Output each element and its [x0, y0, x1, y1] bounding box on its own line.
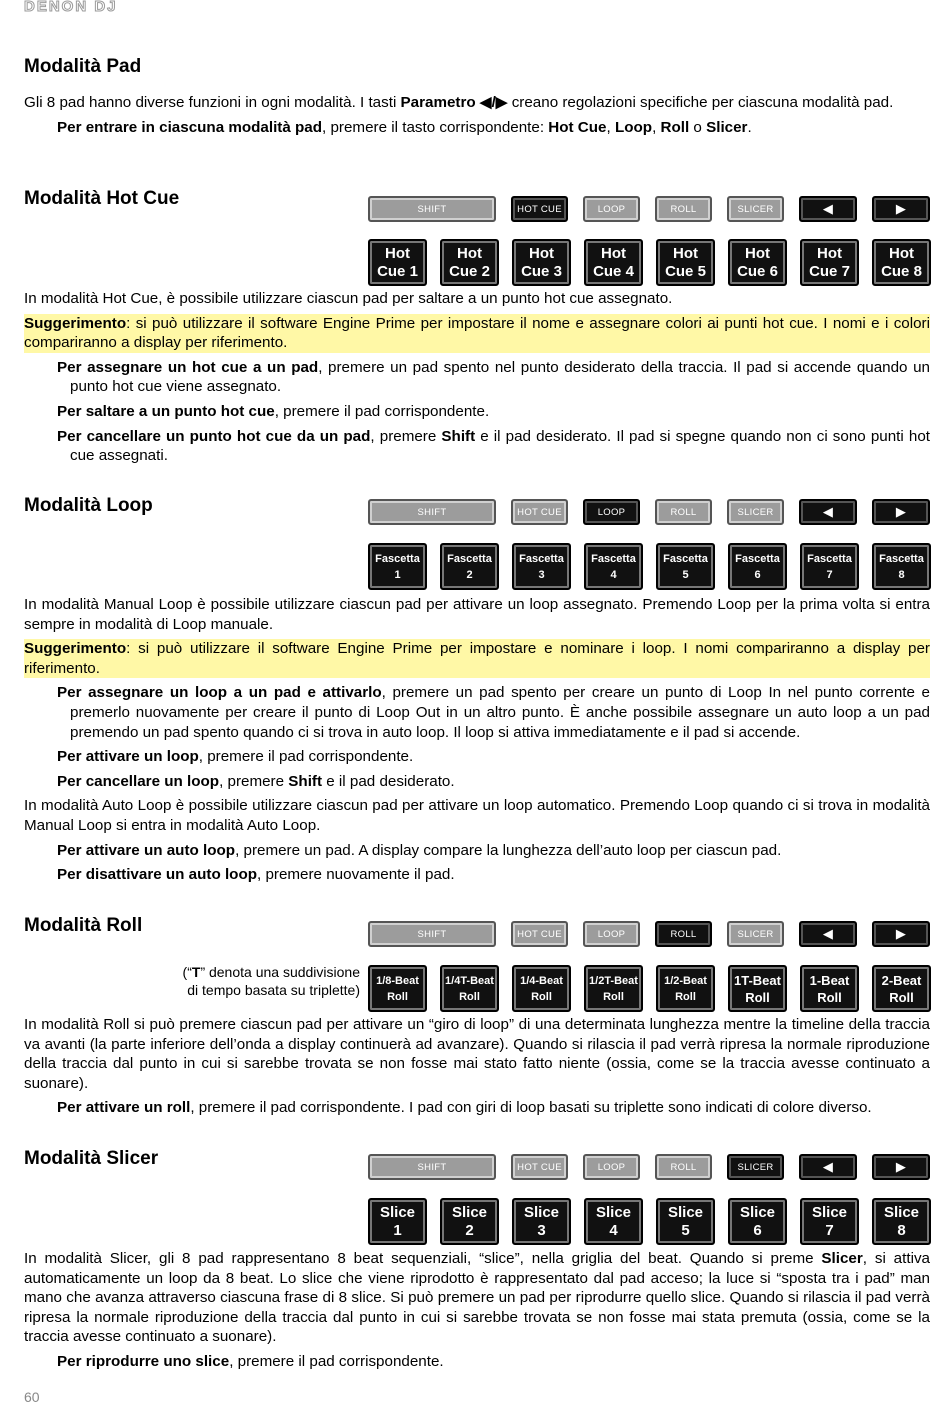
pad-label: Cue 5: [665, 262, 706, 280]
text-bold: Roll: [660, 118, 690, 136]
hotcue-body: [24, 289, 930, 466]
loop-instruction-delete: [24, 772, 930, 792]
text-bold: Shift: [441, 427, 476, 445]
roll-button: [655, 196, 712, 222]
hotcue-instruction-delete: [24, 427, 930, 466]
text-bold: Per cancellare un punto hot cue da un pad: [57, 427, 371, 445]
pad-2: [440, 543, 499, 590]
brand-logo: DENON DJ: [24, 0, 118, 15]
pad-label: Fascetta: [519, 552, 564, 565]
label: HOT CUE: [517, 928, 562, 940]
param-left-button: [799, 196, 857, 222]
pad-label: 8: [897, 1221, 906, 1239]
loop-button: [583, 1154, 640, 1180]
pad-label: 7: [825, 1221, 834, 1239]
shift-button: [368, 499, 496, 525]
button-row-hotcue: [368, 196, 930, 222]
label: ROLL: [670, 203, 697, 215]
pad-label: Hot: [889, 244, 914, 262]
shift-button: [368, 1154, 496, 1180]
pad-2: [440, 965, 499, 1012]
pad-6: [728, 239, 787, 286]
label: HOT CUE: [517, 506, 562, 518]
pad-label: Cue 3: [521, 262, 562, 280]
pad-label: Cue 8: [881, 262, 922, 280]
pad-label: 3: [537, 1221, 546, 1239]
pad-label: 1T-Beat: [734, 972, 781, 988]
label: LOOP: [597, 1161, 626, 1173]
pad-label: Hot: [673, 244, 698, 262]
pad-5: [656, 239, 715, 286]
slicer-instruction-play: [24, 1352, 930, 1372]
pad-label: Cue 1: [377, 262, 418, 280]
hotcue-tip: [24, 314, 930, 353]
pad-label: Roll: [603, 990, 624, 1003]
shift-button: [368, 921, 496, 947]
text: ,: [652, 118, 661, 136]
text: o: [689, 118, 707, 136]
pad-label: 5: [682, 568, 689, 581]
label: SLICER: [737, 506, 774, 518]
roll-button: [655, 921, 712, 947]
pad-1: [368, 965, 427, 1012]
left-arrow-icon: ◀: [822, 201, 834, 216]
hotcue-button: [511, 196, 568, 222]
pad-label: Roll: [387, 990, 408, 1003]
text-bold: Per attivare un auto loop: [57, 841, 236, 859]
label: HOT CUE: [517, 203, 562, 215]
pad-label: Roll: [889, 989, 914, 1005]
pad-7: [800, 239, 859, 286]
pad-label: 2: [466, 568, 473, 581]
section-title-slicer: Modalità Slicer: [24, 1148, 159, 1169]
roll-instruction-activate: [24, 1098, 930, 1118]
pad-label: 6: [754, 568, 761, 581]
loop-instruction-auto-on: [24, 841, 930, 861]
note-line-1: [183, 963, 360, 981]
hotcue-button: [511, 921, 568, 947]
pad-row-slicer: [368, 1198, 931, 1245]
label: SLICER: [737, 1161, 774, 1173]
hotcue-button: [511, 1154, 568, 1180]
pad-label: 1: [394, 568, 401, 581]
pad-label: 1/4T-Beat: [445, 974, 494, 987]
label: ROLL: [670, 1161, 697, 1173]
loop-intro: In modalità Manual Loop è possibile utilizzare ciascun pad per attivare un loop assegnato. Premendo Loop per la prima volta si entra sempre in modalità di Loop manuale.: [24, 596, 930, 633]
text: , premere: [370, 427, 442, 445]
pad-row-roll: [368, 965, 931, 1012]
pad-label: Fascetta: [591, 552, 636, 565]
pad-label: Slice: [523, 1203, 560, 1221]
left-arrow-icon: ◀: [822, 504, 834, 519]
pad-label: 1/4-Beat: [520, 974, 563, 987]
loop-button: [583, 196, 640, 222]
label: LOOP: [597, 506, 626, 518]
text: In modalità Slicer, gli 8 pad rappresentano 8 beat sequenziali, “slice”, nella griglia del beat. Quando si preme: [24, 1250, 822, 1267]
text-bold: Hot Cue: [548, 118, 607, 136]
roll-body: [24, 1015, 930, 1118]
right-arrow-icon: ▶: [895, 926, 907, 941]
text-bold: Parametro ◀/▶: [400, 94, 508, 111]
text-bold: Per attivare un roll: [57, 1099, 191, 1117]
pad-mode-intro: [24, 93, 930, 113]
pad-label: Roll: [459, 990, 480, 1003]
text-bold: T: [191, 964, 201, 980]
pad-label: Hot: [385, 244, 410, 262]
pad-4: [584, 239, 643, 286]
pad-8: [872, 1198, 931, 1245]
hotcue-button: [511, 499, 568, 525]
text: , premere il pad corrispondente.: [198, 748, 414, 766]
text: (“: [182, 964, 192, 980]
param-right-button: [872, 921, 930, 947]
pad-2: [440, 239, 499, 286]
label: SHIFT: [417, 928, 447, 940]
shift-button: [368, 196, 496, 222]
param-right-button: [872, 499, 930, 525]
text: e il pad desiderato. Il pad si spegne quando non ci sono punti hot cue assegnati.: [70, 427, 930, 465]
pad-label: 1/2T-Beat: [589, 974, 638, 987]
label: ROLL: [670, 928, 697, 940]
pad-label: 1/8-Beat: [376, 974, 419, 987]
text-bold: Per assegnare un hot cue a un pad: [57, 358, 319, 376]
pad-row-hotcue: [368, 239, 931, 286]
param-right-button: [872, 196, 930, 222]
text: , premere nuovamente il pad.: [257, 866, 455, 884]
button-row-roll: [368, 921, 930, 947]
text: , premere un pad spento per creare un punto di Loop In nel punto corrente e premerlo nuovamente per creare il punto di Loop Out in un altro punto. È anche possibile assegnare un auto loop a un pad premendo un pad spento quando ci si trova in auto loop. Il loop si attiva immediatamente e il pad si accende.: [70, 684, 930, 741]
text: , premere un pad. A display compare la lunghezza dell’auto loop per ciascun pad.: [235, 841, 782, 859]
slicer-button: [727, 1154, 784, 1180]
pad-5: [656, 1198, 715, 1245]
pad-3: [512, 543, 571, 590]
roll-button: [655, 1154, 712, 1180]
text-bold: Per riprodurre uno slice: [57, 1352, 230, 1370]
label: LOOP: [597, 203, 626, 215]
param-left-button: [799, 1154, 857, 1180]
hotcue-instruction-jump: [24, 402, 930, 422]
pad-label: Fascetta: [879, 552, 924, 565]
pad-6: [728, 1198, 787, 1245]
pad-label: Hot: [745, 244, 770, 262]
text: , premere il tasto corrispondente:: [322, 118, 549, 136]
roll-triplet-note: [183, 963, 360, 999]
text: , premere il pad corrispondente. I pad con giri di loop basati su triplette sono indicati di colore diverso.: [190, 1099, 872, 1117]
loop-button: [583, 921, 640, 947]
pad-6: [728, 543, 787, 590]
pad-label: 1-Beat: [809, 972, 850, 988]
hotcue-instruction-assign: [24, 358, 930, 397]
pad-2: [440, 1198, 499, 1245]
label: ROLL: [670, 506, 697, 518]
text: : si può utilizzare il software Engine Prime per impostare e nominare i loop. I nomi compariranno a display per riferimento.: [24, 640, 930, 677]
pad-label: Fascetta: [375, 552, 420, 565]
hotcue-intro: In modalità Hot Cue, è possibile utilizzare ciascun pad per saltare a un punto hot cue assegnato.: [24, 290, 673, 307]
text-bold: Per saltare a un punto hot cue: [57, 402, 275, 420]
slicer-intro: [24, 1249, 930, 1347]
slicer-button: [727, 921, 784, 947]
pad-7: [800, 965, 859, 1012]
pad-label: Fascetta: [663, 552, 708, 565]
text-bold: Loop: [614, 118, 653, 136]
text-bold: Per cancellare un loop: [57, 772, 220, 790]
pad-row-loop: [368, 543, 931, 590]
right-arrow-icon: ▶: [895, 504, 907, 519]
pad-label: Fascetta: [447, 552, 492, 565]
slicer-button: [727, 499, 784, 525]
pad-8: [872, 965, 931, 1012]
text-bold: Slicer: [821, 1250, 863, 1267]
pad-label: Slice: [451, 1203, 488, 1221]
label: SLICER: [737, 203, 774, 215]
pad-label: Hot: [457, 244, 482, 262]
text: creano regolazioni specifiche per ciascuna modalità pad.: [507, 94, 894, 111]
left-arrow-icon: ◀: [822, 926, 834, 941]
section-title-hotcue: Modalità Hot Cue: [24, 188, 180, 209]
right-arrow-icon: ▶: [895, 1159, 907, 1174]
text: , premere un pad spento nel punto desiderato della traccia. Il pad si accende quando un punto hot cue viene assegnato.: [70, 358, 930, 396]
tip-label: Suggerimento: [24, 314, 127, 332]
pad-mode-instruction: [24, 118, 930, 138]
pad-6: [728, 965, 787, 1012]
pad-label: 4: [609, 1221, 618, 1239]
pad-label: 4: [610, 568, 617, 581]
pad-label: Slice: [883, 1203, 920, 1221]
label: SHIFT: [417, 203, 447, 215]
button-row-slicer: [368, 1154, 930, 1180]
pad-1: [368, 543, 427, 590]
section-title-loop: Modalità Loop: [24, 495, 153, 516]
text: ,: [606, 118, 615, 136]
button-row-loop: [368, 499, 930, 525]
loop-instruction-activate: [24, 747, 930, 767]
pad-label: 1/2-Beat: [664, 974, 707, 987]
loop-body: [24, 595, 930, 885]
pad-3: [512, 965, 571, 1012]
roll-button: [655, 499, 712, 525]
text-bold: Per entrare in ciascuna modalità pad: [57, 118, 323, 136]
pad-3: [512, 239, 571, 286]
pad-label: 3: [538, 568, 545, 581]
pad-5: [656, 543, 715, 590]
pad-label: Hot: [601, 244, 626, 262]
pad-4: [584, 543, 643, 590]
text-bold: Slicer: [706, 118, 748, 136]
text: , premere il pad corrispondente.: [229, 1352, 444, 1370]
pad-5: [656, 965, 715, 1012]
pad-label: 2: [465, 1221, 474, 1239]
pad-label: Hot: [529, 244, 554, 262]
pad-8: [872, 543, 931, 590]
param-right-button: [872, 1154, 930, 1180]
pad-label: Roll: [745, 989, 770, 1005]
text: , premere il pad corrispondente.: [274, 402, 490, 420]
pad-1: [368, 239, 427, 286]
text: : si può utilizzare il software Engine Prime per impostare il nome e assegnare colori ai punti hot cue. I nomi e i colori compariranno a display per riferimento.: [24, 314, 930, 352]
text-bold: Shift: [288, 772, 323, 790]
loop-instruction-assign: [24, 683, 930, 742]
section-title-roll: Modalità Roll: [24, 915, 143, 936]
pad-label: Slice: [739, 1203, 776, 1221]
pad-label: 8: [898, 568, 905, 581]
loop-instruction-auto-off: [24, 865, 930, 885]
pad-label: Slice: [667, 1203, 704, 1221]
pad-label: 6: [753, 1221, 762, 1239]
text-bold: Per attivare un loop: [57, 748, 199, 766]
label: SHIFT: [417, 506, 447, 518]
label: SLICER: [737, 928, 774, 940]
pad-label: 7: [826, 568, 833, 581]
pad-4: [584, 1198, 643, 1245]
slicer-body: [24, 1249, 930, 1372]
roll-intro: In modalità Roll si può premere ciascun pad per attivare un “giro di loop” di una determinata lunghezza mentre la timeline della traccia va avanti (la parte inferiore dell’onda a display continuerà ad avanzare). Quando si rilascia il pad verrà ripresa la normale riproduzione della traccia dal punto in cui si sarebbe trovata se non fosse mai stato fatto niente (ossia, come se la traccia avesse continuato a suonare).: [24, 1016, 930, 1092]
text: Gli 8 pad hanno diverse funzioni in ogni modalità. I tasti: [24, 94, 401, 111]
text-bold: Per disattivare un auto loop: [57, 866, 258, 884]
pad-label: 1: [393, 1221, 402, 1239]
pad-label: Hot: [817, 244, 842, 262]
pad-3: [512, 1198, 571, 1245]
pad-label: Slice: [595, 1203, 632, 1221]
label: LOOP: [597, 928, 626, 940]
pad-label: Cue 4: [593, 262, 634, 280]
pad-label: Slice: [811, 1203, 848, 1221]
text-bold: Per assegnare un loop a un pad e attivarlo: [57, 684, 382, 702]
pad-label: Roll: [817, 989, 842, 1005]
pad-label: 5: [681, 1221, 690, 1239]
text: e il pad desiderato.: [322, 772, 455, 790]
text: , premere: [219, 772, 289, 790]
right-arrow-icon: ▶: [895, 201, 907, 216]
loop-button: [583, 499, 640, 525]
left-arrow-icon: ◀: [822, 1159, 834, 1174]
text: , si attiva automaticamente un loop da 8 beat. Lo slice che viene riprodotto è rappresentato dal pad acceso; la luce si “sposta tra i pad” man mano che avanza attraverso ciascuna frase di 8 slice. Si può premere un pad per riprodurre quello slice. Quando si rilascia il pad verrà ripresa la normale riproduzione della traccia dal punto in cui si sarebbe trovata se non fosse mai stata premuta (ossia, come se la traccia avesse continuato a suonare).: [24, 1250, 930, 1346]
section-title-pad-mode: Modalità Pad: [24, 56, 142, 77]
pad-8: [872, 239, 931, 286]
pad-label: Fascetta: [807, 552, 852, 565]
pad-label: 2-Beat: [881, 972, 922, 988]
pad-label: Fascetta: [735, 552, 780, 565]
param-left-button: [799, 499, 857, 525]
pad-label: Roll: [675, 990, 696, 1003]
param-left-button: [799, 921, 857, 947]
loop-auto-intro: In modalità Auto Loop è possibile utilizzare ciascun pad per attivare un loop automatico. Premendo Loop quando ci si trova in modalità Manual Loop si entra in modalità Auto Loop.: [24, 797, 930, 834]
pad-4: [584, 965, 643, 1012]
loop-tip: [24, 639, 930, 678]
text: .: [747, 118, 752, 136]
pad-label: Roll: [531, 990, 552, 1003]
page-number: 60: [24, 1389, 40, 1405]
pad-mode-section: [24, 55, 930, 137]
pad-label: Slice: [379, 1203, 416, 1221]
label: HOT CUE: [517, 1161, 562, 1173]
note-line-2: di tempo basata su triplette): [187, 982, 360, 998]
pad-label: Cue 2: [449, 262, 490, 280]
pad-label: Cue 7: [809, 262, 850, 280]
text: ” denota una suddivisione: [200, 964, 360, 980]
slicer-button: [727, 196, 784, 222]
pad-1: [368, 1198, 427, 1245]
tip-label: Suggerimento: [24, 640, 127, 658]
pad-7: [800, 543, 859, 590]
pad-label: Cue 6: [737, 262, 778, 280]
pad-7: [800, 1198, 859, 1245]
label: SHIFT: [417, 1161, 447, 1173]
